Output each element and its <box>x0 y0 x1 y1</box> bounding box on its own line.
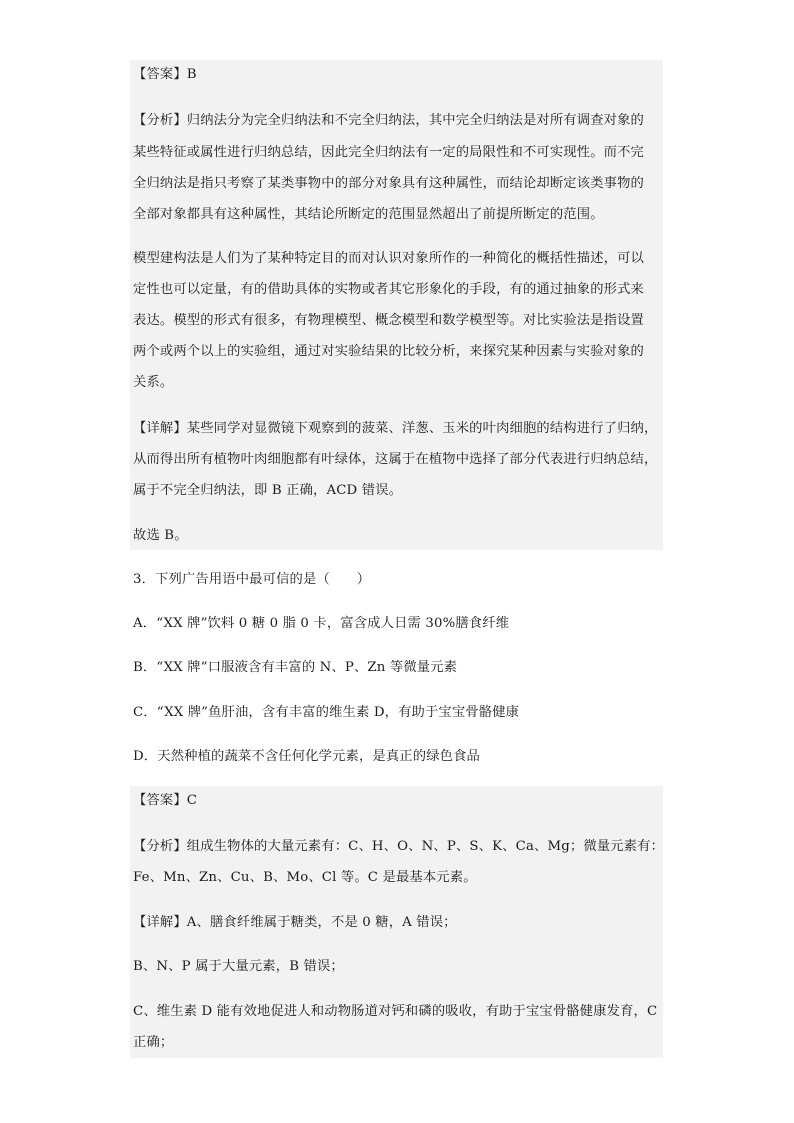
q3-answer: 【答案】C <box>133 793 198 808</box>
q2-model-line: 定性也可以定量，有的借助具体的实物或者其它形象化的手段，有的通过抽象的形式来 <box>133 282 644 297</box>
q2-detail-line: 【详解】某些同学对显微镜下观察到的菠菜、洋葱、玉米的叶肉细胞的结构进行了归纳， <box>133 421 658 436</box>
q2-model-line: 关系。 <box>133 375 174 390</box>
q3-detail-line: 【详解】A、膳食纤维属于糖类，不是 0 糖，A 错误； <box>133 915 457 930</box>
q3-stem: 3．下列广告用语中最可信的是（ ） <box>133 572 371 587</box>
q2-model-line: 两个或两个以上的实验组，通过对实验结果的比较分析，来探究某种因素与实验对象的 <box>133 344 644 359</box>
q2-model-line: 表达。模型的形式有很多，有物理模型、概念模型和数学模型等。对比实验法是指设置 <box>133 313 644 328</box>
q2-analysis-line: 某些特征或属性进行归纳总结，因此完全归纳法有一定的局限性和不可实现性。而不完 <box>133 145 644 160</box>
q3-option-a: A．“XX 牌”饮料 0 糖 0 脂 0 卡，富含成人日需 30%膳食纤维 <box>133 616 510 631</box>
q3-option-b: B．“XX 牌”口服液含有丰富的 N、P、Zn 等微量元素 <box>133 660 458 675</box>
q2-model-line: 模型建构法是人们为了某种特定目的而对认识对象所作的一种简化的概括性描述，可以 <box>133 251 644 266</box>
q2-analysis-line: 全部对象都具有这种属性，其结论所断定的范围显然超出了前提所断定的范围。 <box>133 207 604 222</box>
q3-option-d: D．天然种植的蔬菜不含任何化学元素，是真正的绿色食品 <box>133 749 480 764</box>
q3-detail-line: B、N、P 属于大量元素，B 错误； <box>133 959 344 974</box>
q2-detail-line: 从而得出所有植物叶肉细胞都有叶绿体，这属于在植物中选择了部分代表进行归纳总结， <box>133 452 658 467</box>
q3-analysis-line: 【分析】组成生物体的大量元素有：C、H、O、N、P、S、K、Ca、Mg；微量元素有： <box>133 839 665 854</box>
q2-analysis-line: 全归纳法是指只考察了某类事物中的部分对象具有这种属性，而结论却断定该类事物的 <box>133 176 644 191</box>
q3-detail-line: 正确； <box>133 1035 174 1050</box>
q2-solution-background <box>130 60 663 550</box>
q2-analysis-line: 【分析】归纳法分为完全归纳法和不完全归纳法，其中完全归纳法是对所有调查对象的 <box>133 113 644 128</box>
q2-detail-line: 属于不完全归纳法，即 B 正确，ACD 错误。 <box>133 483 403 498</box>
q3-option-c: C．“XX 牌”鱼肝油，含有丰富的维生素 D，有助于宝宝骨骼健康 <box>133 705 520 720</box>
q2-conclusion: 故选 B。 <box>133 528 188 543</box>
q3-analysis-line: Fe、Mn、Zn、Cu、B、Mo、Cl 等。C 是最基本元素。 <box>133 870 477 885</box>
q3-detail-line: C、维生素 D 能有效地促进人和动物肠道对钙和磷的吸收，有助于宝宝骨骼健康发育，C <box>133 1004 658 1019</box>
q2-answer: 【答案】B <box>133 67 197 82</box>
